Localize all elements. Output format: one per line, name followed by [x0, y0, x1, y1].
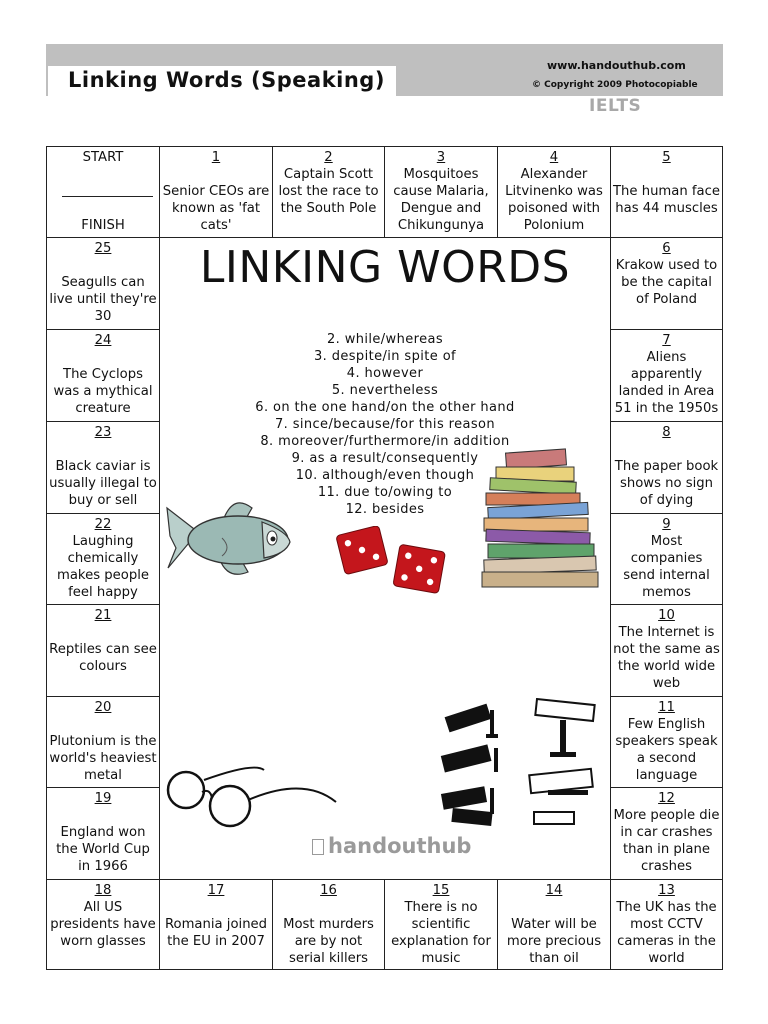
board-cell-12 — [610, 787, 723, 880]
board-cell-17 — [159, 879, 273, 970]
board-cell-10 — [610, 604, 723, 697]
cell-fact: Alexander Litvinenko was poisoned with Polonium — [505, 167, 603, 233]
board-cell-7 — [610, 329, 723, 422]
cell-number: 17 — [207, 883, 225, 898]
cell-fact: There is no scientific explanation for music — [391, 900, 491, 966]
board-cell-21 — [46, 604, 160, 697]
word-item: 8. moreover/furthermore/in addition — [260, 434, 510, 449]
cell-number: 21 — [94, 608, 112, 623]
cell-fact: Romania joined the EU in 2007 — [164, 917, 268, 949]
cell-number: 23 — [94, 425, 112, 440]
dice-illustration — [334, 526, 450, 596]
cell-fact: Krakow used to be the capital of Poland — [615, 258, 718, 307]
word-item: 12. besides — [345, 502, 425, 517]
cell-number: 3 — [436, 150, 446, 165]
cell-number: 1 — [211, 150, 221, 165]
cctv-cameras-illustration — [438, 698, 604, 828]
board-cell-18 — [46, 879, 160, 970]
document-icon — [312, 839, 324, 855]
brand-watermark — [312, 834, 471, 858]
board-cell-15 — [384, 879, 498, 970]
fish-illustration — [162, 488, 294, 586]
cell-number: 2 — [324, 150, 333, 165]
board-cell-8 — [610, 421, 723, 514]
brand-name: handouthub — [328, 834, 472, 858]
cell-fact: Black caviar is usually illegal to buy or sell — [49, 459, 157, 508]
page-title: Linking Words (Speaking) — [68, 68, 385, 92]
cell-number: 6 — [662, 241, 671, 256]
board-cell-13 — [610, 879, 723, 970]
site-url: www.handouthub.com — [547, 59, 686, 72]
cell-number: 25 — [94, 241, 112, 256]
cell-fact: England won the World Cup in 1966 — [56, 825, 150, 874]
word-item: 9. as a result/consequently — [291, 451, 479, 466]
book-stack-illustration — [480, 447, 604, 591]
board-cell-19 — [46, 787, 160, 880]
cell-fact: The paper book shows no sign of dying — [614, 459, 719, 508]
board-cell-2 — [272, 146, 385, 238]
start-label: START — [82, 150, 124, 165]
cell-fact: Laughing chemically makes people feel happy — [57, 534, 149, 600]
cell-number: 12 — [658, 791, 675, 806]
word-item: 5. nevertheless — [331, 383, 439, 398]
cell-fact: Most companies send internal memos — [623, 534, 710, 600]
board-cell-24 — [46, 329, 160, 422]
cell-fact: Reptiles can see colours — [49, 642, 157, 674]
cell-fact: Aliens apparently landed in Area 51 in the 1950s — [614, 350, 719, 416]
board-cell-20 — [46, 696, 160, 788]
board-cell-6 — [610, 237, 723, 330]
word-item: 11. due to/owing to — [317, 485, 453, 500]
cell-fact: The Internet is not the same as the world wide web — [613, 625, 720, 691]
cell-number: 4 — [549, 150, 559, 165]
word-item: 3. despite/in spite of — [313, 349, 457, 364]
board-cell-22 — [46, 513, 160, 605]
word-item: 10. although/even though — [295, 468, 475, 483]
word-item: 6. on the one hand/on the other hand — [255, 400, 515, 415]
board-cell-23 — [46, 421, 160, 514]
cell-number: 11 — [658, 700, 675, 715]
cell-fact: The UK has the most CCTV cameras in the world — [616, 900, 717, 966]
cell-fact: Plutonium is the world's heaviest metal — [49, 734, 157, 783]
glasses-illustration — [164, 762, 344, 830]
board-cell-25 — [46, 237, 160, 330]
divider-line — [62, 196, 153, 197]
copyright-notice: © Copyright 2009 Photocopiable — [532, 80, 698, 90]
cell-fact: Most murders are by not serial killers — [283, 917, 374, 966]
board-cell-4 — [497, 146, 611, 238]
cell-number: 14 — [545, 883, 563, 898]
board-cell-5 — [610, 146, 723, 238]
cell-number: 15 — [432, 883, 450, 898]
cell-number: 5 — [662, 150, 671, 165]
board-cell-16 — [272, 879, 385, 970]
word-item: 2. while/whereas — [326, 332, 444, 347]
finish-label: FINISH — [81, 218, 125, 233]
cell-fact: More people die in car crashes than in plane crashes — [613, 808, 720, 874]
board-cell-3 — [384, 146, 498, 238]
board-cell-14 — [497, 879, 611, 970]
cell-number: 19 — [94, 791, 112, 806]
cell-fact: Seagulls can live until they're 30 — [49, 275, 157, 324]
cell-number: 9 — [662, 517, 671, 532]
cell-number: 10 — [658, 608, 675, 623]
board-cell-11 — [610, 696, 723, 788]
cell-number: 22 — [94, 517, 112, 532]
word-item: 4. however — [346, 366, 424, 381]
cell-fact: The Cyclops was a mythical creature — [53, 367, 153, 416]
cell-fact: The human face has 44 muscles — [613, 184, 721, 216]
cell-number: 18 — [94, 883, 112, 898]
start-finish-cell — [46, 146, 160, 238]
cell-fact: Water will be more precious than oil — [506, 917, 602, 966]
cell-fact: Mosquitoes cause Malaria, Dengue and Chikungunya — [393, 167, 489, 233]
cell-fact: Few English speakers speak a second language — [615, 717, 718, 783]
cell-fact: Captain Scott lost the race to the South Pole — [278, 167, 379, 216]
cell-number: 20 — [94, 700, 112, 715]
cell-number: 13 — [658, 883, 675, 898]
center-title: LINKING WORDS — [199, 242, 571, 293]
board-cell-1 — [159, 146, 273, 238]
cell-number: 16 — [320, 883, 337, 898]
cell-number: 8 — [662, 425, 671, 440]
cell-number: 7 — [662, 333, 671, 348]
exam-label: IELTS — [589, 96, 642, 116]
cell-fact: All US presidents have worn glasses — [50, 900, 156, 949]
cell-number: 24 — [94, 333, 112, 348]
word-item: 7. since/because/for this reason — [274, 417, 496, 432]
cell-fact: Senior CEOs are known as 'fat cats' — [162, 184, 270, 233]
board-cell-9 — [610, 513, 723, 605]
